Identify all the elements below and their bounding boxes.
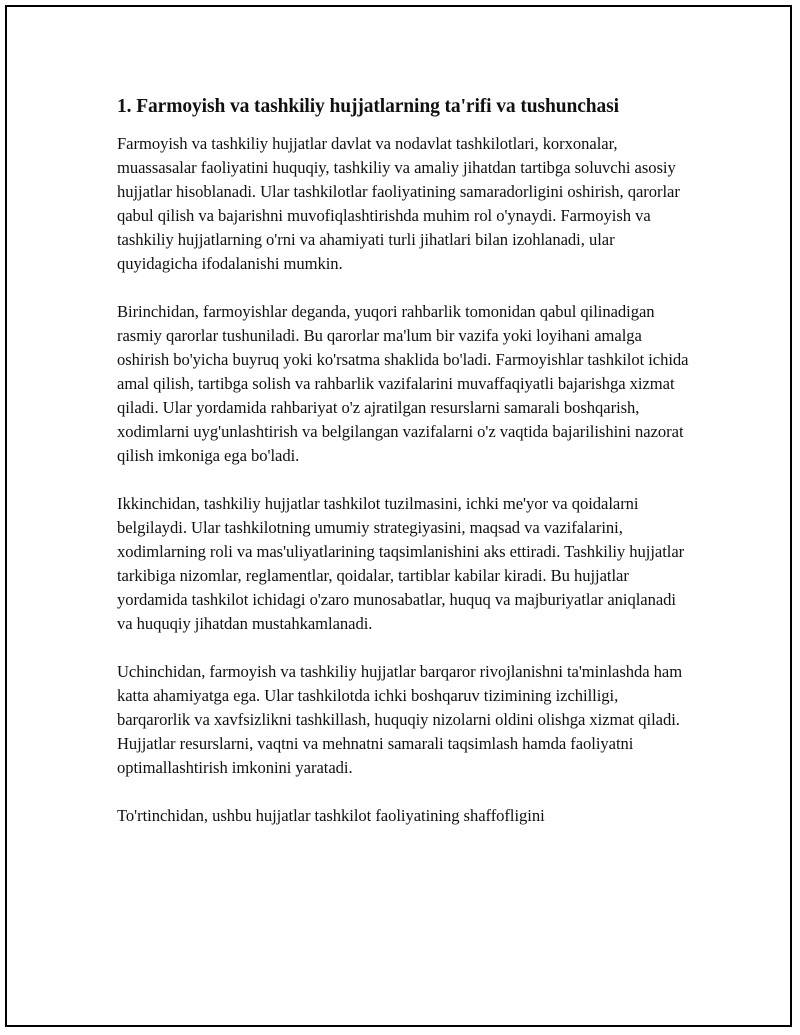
section-heading: 1. Farmoyish va tashkiliy hujjatlarning ta'rifi va tushunchasi xyxy=(117,96,619,117)
document-body xyxy=(117,95,692,852)
paragraph-second: Ikkinchidan, tashkiliy hujjatlar tashkilot tuzilmasini, ichki me'yor va qoidalarni belgilaydi. Ular tashkilotning umumiy strategiyasini, maqsad va vazifalarini, xodimlarning roli va mas'uliyatlarining taqsimlanishini aks ettiradi. Tashkiliy hujjatlar tarkibiga nizomlar, reglamentlar, qoidalar, tartiblar kabilar kiradi. Bu hujjatlar yordamida tashkilot ichidagi o'zaro munosabatlar, huquq va majburiyatlar aniqlanadi va huquqiy jihatdan mustahkamlanadi. xyxy=(117,494,685,633)
paragraph-intro: Farmoyish va tashkiliy hujjatlar davlat va nodavlat tashkilotlari, korxonalar, muassasalar faoliyatini huquqiy, tashkiliy va amaliy jihatdan tartibga soluvchi asosiy hujjatlar hisoblanadi. Ular tashkilotlar faoliyatining samaradorligini oshirish, qarorlar qabul qilish va bajarishni muvofiqlashtirishda muhim rol o'ynaydi. Farmoyish va tashkiliy hujjatlarning o'rni va ahamiyati turli jihatlari bilan izohlanadi, ular quyidagicha ifodalanishi mumkin. xyxy=(117,134,680,273)
paragraph-fourth: To'rtinchidan, ushbu hujjatlar tashkilot faoliyatining shaffofligini xyxy=(117,806,545,825)
paragraph-third: Uchinchidan, farmoyish va tashkiliy hujjatlar barqaror rivojlanishni ta'minlashda ham katta ahamiyatga ega. Ular tashkilotda ichki boshqaruv tizimining izchilligi, barqarorlik va xavfsizlikni tashkillash, huquqiy nizolarni oldini olishga xizmat qiladi. Hujjatlar resurslarni, vaqtni va mehnatni samarali taqsimlash hamda faoliyatni optimallashtirish imkonini yaratadi. xyxy=(117,662,683,777)
paragraph-first: Birinchidan, farmoyishlar deganda, yuqori rahbarlik tomonidan qabul qilinadigan rasmiy qarorlar tushuniladi. Bu qarorlar ma'lum bir vazifa yoki loyihani amalga oshirish bo'yicha buyruq yoki ko'rsatma shaklida bo'ladi. Farmoyishlar tashkilot ichida amal qilish, tartibga solish va rahbarlik vazifalarini muvaffaqiyatli bajarishga xizmat qiladi. Ular yordamida rahbariyat o'z ajratilgan resurslarni samarali boshqarish, xodimlarni uyg'unlashtirish va belgilangan vazifalarni o'z vaqtida bajarilishini nazorat qilish imkoniga ega bo'ladi. xyxy=(117,302,689,465)
